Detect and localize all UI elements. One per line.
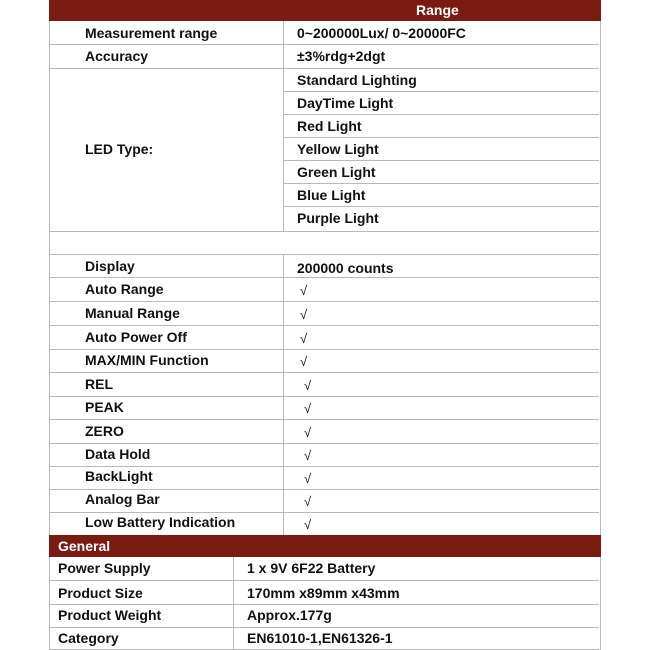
accuracy-value: ±3%rdg+2dgt xyxy=(297,48,386,64)
general-row xyxy=(49,605,599,628)
general-value: 170mm x89mm x43mm xyxy=(247,585,400,601)
feature-row xyxy=(49,444,599,467)
check-icon: √ xyxy=(304,471,312,486)
feature-row xyxy=(49,326,599,350)
check-icon: √ xyxy=(304,401,312,416)
feature-row xyxy=(49,350,599,373)
general-label: Category xyxy=(58,630,119,646)
feature-value: 200000 counts xyxy=(297,260,394,276)
general-label: Product Size xyxy=(58,585,143,601)
general-label: Product Weight xyxy=(58,607,162,623)
led-type-text: Purple Light xyxy=(297,210,379,226)
led-type-label: LED Type: xyxy=(85,141,154,157)
general-row xyxy=(49,581,599,605)
general-value: 1 x 9V 6F22 Battery xyxy=(247,560,376,576)
check-icon: √ xyxy=(304,494,312,509)
feature-row xyxy=(49,420,599,444)
led-type-text: DayTime Light xyxy=(297,95,394,111)
feature-row xyxy=(49,373,599,397)
spec-table xyxy=(49,0,601,650)
led-type-text: Red Light xyxy=(297,118,362,134)
general-header-label: General xyxy=(58,538,111,554)
led-type-item xyxy=(283,115,599,138)
check-icon: √ xyxy=(304,517,312,532)
check-icon: √ xyxy=(300,354,308,369)
feature-row xyxy=(49,467,599,490)
check-icon: √ xyxy=(300,283,308,298)
feature-label: MAX/MIN Function xyxy=(85,352,209,368)
accuracy-label: Accuracy xyxy=(85,48,149,64)
general-row xyxy=(49,557,599,581)
led-type-item xyxy=(283,92,599,115)
measurement-row xyxy=(49,21,599,45)
feature-row xyxy=(49,278,599,302)
measurement-value: 0~200000Lux/ 0~20000FC xyxy=(297,25,466,41)
range-header-label: Range xyxy=(416,2,459,18)
check-icon: √ xyxy=(300,331,308,346)
feature-label: Auto Range xyxy=(85,281,164,297)
general-header xyxy=(49,535,601,557)
measurement-label: Measurement range xyxy=(85,25,218,41)
led-type-item xyxy=(283,207,599,230)
feature-label: Manual Range xyxy=(85,305,180,321)
feature-label: Display xyxy=(85,258,135,274)
check-icon: √ xyxy=(304,425,312,440)
feature-label: REL xyxy=(85,376,113,392)
feature-row xyxy=(49,513,599,535)
general-row xyxy=(49,628,599,650)
feature-label: BackLight xyxy=(85,468,153,484)
led-type-item xyxy=(283,161,599,184)
feature-label: PEAK xyxy=(85,399,124,415)
led-type-item xyxy=(283,138,599,161)
spacer-row xyxy=(49,232,599,255)
feature-label: Low Battery Indication xyxy=(85,514,236,530)
check-icon: √ xyxy=(304,448,312,463)
feature-label: Auto Power Off xyxy=(85,329,187,345)
range-header xyxy=(49,0,601,21)
led-type-text: Standard Lighting xyxy=(297,72,417,88)
general-value: Approx.177g xyxy=(247,607,332,623)
feature-row xyxy=(49,302,599,326)
led-type-text: Yellow Light xyxy=(297,141,379,157)
feature-row xyxy=(49,397,599,420)
led-type-item xyxy=(283,69,599,92)
feature-label: Analog Bar xyxy=(85,491,160,507)
feature-label: Data Hold xyxy=(85,446,151,462)
led-type-item xyxy=(283,184,599,207)
led-type-text: Blue Light xyxy=(297,187,366,203)
led-type-text: Green Light xyxy=(297,164,376,180)
accuracy-row xyxy=(49,45,599,69)
feature-row xyxy=(49,255,599,278)
general-label: Power Supply xyxy=(58,560,151,576)
feature-row xyxy=(49,490,599,513)
check-icon: √ xyxy=(300,307,308,322)
check-icon: √ xyxy=(304,378,312,393)
feature-label: ZERO xyxy=(85,423,124,439)
general-value: EN61010-1,EN61326-1 xyxy=(247,630,393,646)
